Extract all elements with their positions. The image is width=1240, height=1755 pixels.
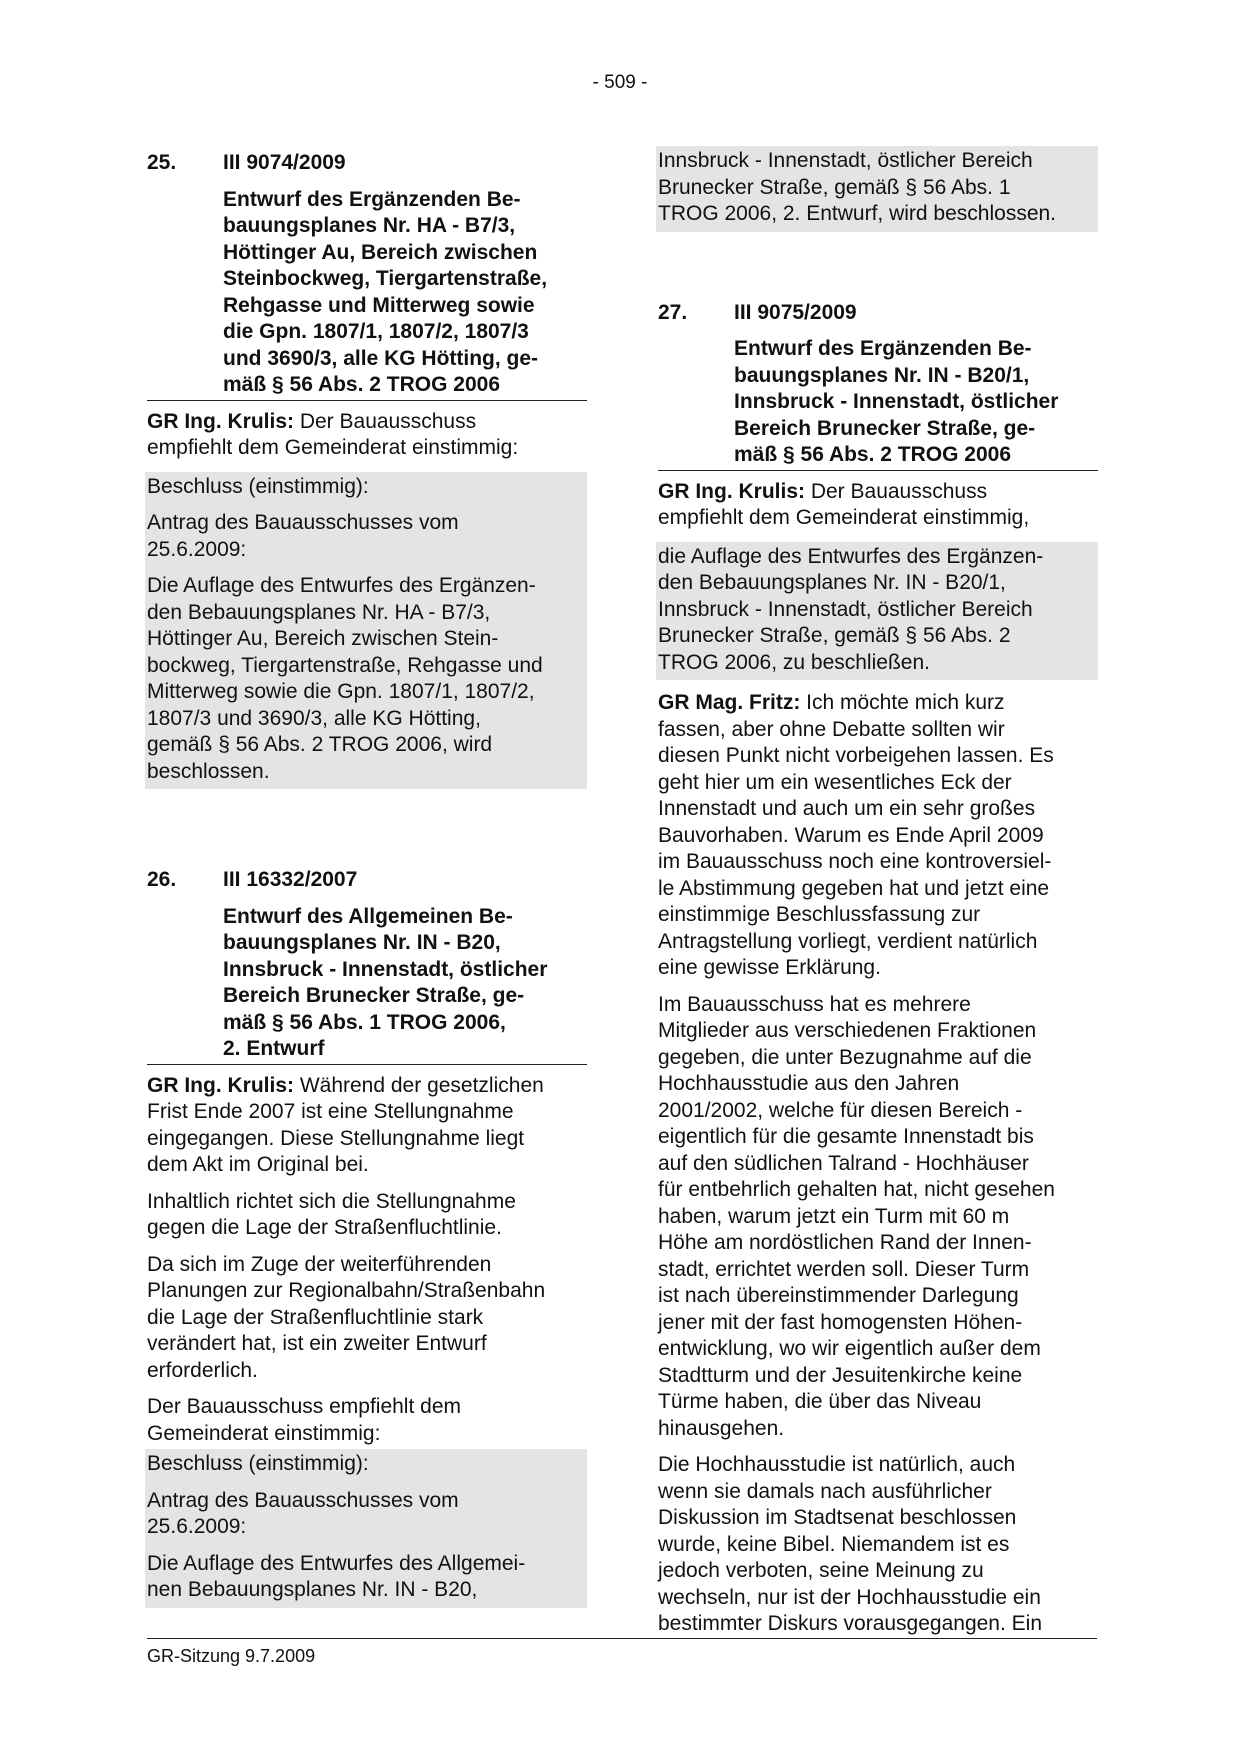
paragraph: Da sich im Zuge der weiterführenden Planungen zur Regionalbahn/Straßenbahn die Lage der Straßenfluchtlinie stark verändert hat, ist ein zweiter Entwurf erforderlich. <box>147 1252 546 1382</box>
speaker-statement <box>658 479 1098 532</box>
item-number: 27. <box>658 300 688 324</box>
speaker-name: GR Ing. Krulis: <box>147 1073 294 1097</box>
paragraph: Die Auflage des Entwurfes des Allgemei- nen Bebauungsplanes Nr. IN - B20, <box>147 1551 526 1601</box>
page-number: - 509 - <box>592 72 648 93</box>
resolution-block <box>145 1449 587 1608</box>
right-column <box>658 146 1098 1648</box>
paragraph: Antrag des Bauausschusses vom 25.6.2009: <box>147 511 459 561</box>
item-title: Entwurf des Ergänzenden Be- bauungsplanes Nr. HA - B7/3, Höttinger Au, Bereich zwischen Steinbockweg, Tiergartenstraße, Rehgasse und Mitterweg sowie die Gpn. 1807/1, 1807/2, 1807/3 und 3690/3, alle KG Hötting, ge- mäß § 56 Abs. 2 TROG 2006 <box>223 187 548 396</box>
statement-text: Ich möchte mich kurz fassen, aber ohne Debatte sollten wir diesen Punkt nicht vorbeigehen lassen. Es geht hier um ein wesentliches Eck der Innenstadt und auch um ein sehr großes Bauvorhaben. Warum es Ende April 2009 im Bauausschuss noch eine kontroversiel- le Abstimmung gegeben hat und jetzt eine einstimmige Beschlussfassung zur Antragstellung vorliegt, verdient natürlich eine gewisse Erklärung. <box>658 691 1054 979</box>
paragraph: Die Auflage des Entwurfes des Ergänzen- den Bebauungsplanes Nr. HA - B7/3, Höttinger Au, Bereich zwischen Stein- bockweg, Tiergartenstraße, Rehgasse und Mitterweg sowie die Gpn. 1807/1, 1807/2, 1807/3 und 3690/3, alle KG Hötting, gemäß § 56 Abs. 2 TROG 2006, wird beschlossen. <box>147 574 543 783</box>
item-reference: III 9075/2009 <box>734 300 857 324</box>
paragraph: Die Hochhausstudie ist natürlich, auch wenn sie damals nach ausführlicher Diskussion im Stadtsenat beschlossen wurde, keine Bibel. Niemandem ist es jedoch verboten, seine Meinung zu wechseln, nur ist der Hochhausstudie ein bestimmter Diskurs vorausgegangen. Ein <box>658 1453 1043 1635</box>
item-number: 26. <box>147 868 177 891</box>
paragraph: Inhaltlich richtet sich die Stellungnahme gegen die Lage der Straßenfluchtlinie. <box>147 1189 516 1239</box>
speaker-name: GR Ing. Krulis: <box>658 479 805 503</box>
divider <box>658 470 1098 471</box>
resolution-block-continued <box>656 146 1098 232</box>
statement-text: Der Bauausschuss empfiehlt dem Gemeinderat einstimmig, <box>658 479 1030 529</box>
item-title: Entwurf des Allgemeinen Be- bauungsplanes Nr. IN - B20, Innsbruck - Innenstadt, östlicher Bereich Brunecker Straße, ge- mäß § 56 Abs. 1 TROG 2006, 2. Entwurf <box>223 904 548 1060</box>
paragraph: Im Bauausschuss hat es mehrere Mitglieder aus verschiedenen Fraktionen gegeben, die unter Bezugnahme auf die Hochhausstudie aus den Jahren 2001/2002, welche für diesen Bereich - eigentlich für die gesamte Innenstadt bis auf den südlichen Talrand - Hochhäuser für entbehrlich gehalten hat, nicht gesehen haben, warum jetzt ein Turm mit 60 m Höhe am nordöstlichen Rand der Innen- stadt, errichtet werden soll. Dieser Turm ist nach übereinstimmender Darlegung jener mit der fast homogensten Höhen- entwicklung, wo wir eigentlich außer dem Stadtturm und der Jesuitenkirche keine Türme haben, die über das Niveau hinausgehen. <box>658 992 1055 1440</box>
item-reference: III 9074/2009 <box>223 151 346 174</box>
footer-divider <box>147 1638 1097 1639</box>
agenda-item-25 <box>147 150 587 399</box>
speaker-statement <box>147 1073 587 1179</box>
paragraph: Antrag des Bauausschusses vom 25.6.2009: <box>147 1488 459 1538</box>
divider <box>147 400 587 401</box>
agenda-item-26 <box>147 867 587 1063</box>
resolution-block <box>656 542 1098 681</box>
resolution-block <box>145 472 587 790</box>
paragraph: Beschluss (einstimmig): <box>147 474 369 498</box>
divider <box>147 1064 587 1065</box>
statement-text: Der Bauausschuss empfiehlt dem Gemeinderat einstimmig: <box>147 409 519 459</box>
statement-text: Während der gesetzlichen Frist Ende 2007 ist eine Stellungnahme eingegangen. Diese Stellungnahme liegt dem Akt im Original bei. <box>147 1073 544 1176</box>
paragraph: die Auflage des Entwurfes des Ergänzen- den Bebauungsplanes Nr. IN - B20/1, Innsbruck - Innenstadt, östlicher Bereich Brunecker Straße, gemäß § 56 Abs. 2 TROG 2006, zu beschließen. <box>658 544 1044 674</box>
left-column <box>147 150 587 1608</box>
speaker-statement <box>658 690 1098 982</box>
footer-text: GR-Sitzung 9.7.2009 <box>147 1646 316 1666</box>
item-title: Entwurf des Ergänzenden Be- bauungsplanes Nr. IN - B20/1, Innsbruck - Innenstadt, östlicher Bereich Brunecker Straße, ge- mäß § 56 Abs. 2 TROG 2006 <box>734 337 1059 466</box>
speaker-name: GR Ing. Krulis: <box>147 409 294 433</box>
paragraph: Der Bauausschuss empfiehlt dem Gemeinderat einstimmig: <box>147 1395 461 1445</box>
paragraph: Beschluss (einstimmig): <box>147 1452 369 1475</box>
agenda-item-27 <box>658 300 1098 469</box>
paragraph: Innsbruck - Innenstadt, östlicher Bereich Brunecker Straße, gemäß § 56 Abs. 1 TROG 2006, 2. Entwurf, wird beschlossen. <box>658 149 1057 225</box>
speaker-name: GR Mag. Fritz: <box>658 691 801 714</box>
item-reference: III 16332/2007 <box>223 868 358 891</box>
item-number: 25. <box>147 151 177 174</box>
speaker-statement <box>147 409 587 462</box>
